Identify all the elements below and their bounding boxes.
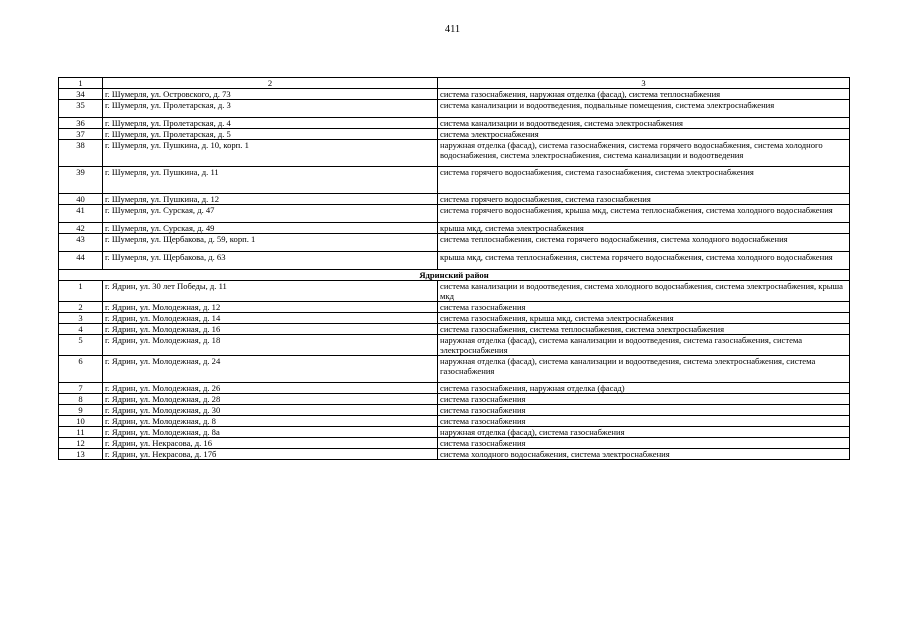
row-number-cell: 41 <box>59 205 103 223</box>
address-cell: г. Шумерля, ул. Пушкина, д. 12 <box>103 194 438 205</box>
address-cell: г. Шумерля, ул. Щербакова, д. 59, корп. 1 <box>103 234 438 252</box>
address-cell: г. Шумерля, ул. Пушкина, д. 10, корп. 1 <box>103 140 438 167</box>
systems-cell: система газоснабжения, наружная отделка (фасад), система теплоснабжения <box>438 89 850 100</box>
table-row <box>59 383 850 394</box>
systems-cell: система газоснабжения, система теплоснабжения, система электроснабжения <box>438 324 850 335</box>
address-cell: г. Ядрин, ул. Молодежная, д. 12 <box>103 302 438 313</box>
page-number: 411 <box>444 24 461 35</box>
systems-cell: наружная отделка (фасад), система газоснабжения, система горячего водоснабжения, система холодного водоснабжения, система электроснабжения, система канализации и водоотведения <box>438 140 850 167</box>
address-cell: г. Ядрин, ул. Молодежная, д. 30 <box>103 405 438 416</box>
table-row <box>59 394 850 405</box>
table-row <box>59 252 850 270</box>
systems-cell: система газоснабжения, крыша мкд, система электроснабжения <box>438 313 850 324</box>
systems-cell: система газоснабжения, наружная отделка (фасад) <box>438 383 850 394</box>
row-number-cell: 2 <box>59 302 103 313</box>
address-cell: г. Ядрин, ул. Некрасова, д. 17б <box>103 449 438 460</box>
systems-cell: система газоснабжения <box>438 302 850 313</box>
table-row <box>59 205 850 223</box>
table-row <box>59 194 850 205</box>
address-cell: г. Ядрин, ул. Молодежная, д. 8а <box>103 427 438 438</box>
row-number-cell: 40 <box>59 194 103 205</box>
row-number-cell: 44 <box>59 252 103 270</box>
systems-cell: система газоснабжения <box>438 416 850 427</box>
table-row <box>59 356 850 383</box>
address-cell: г. Ядрин, ул. Молодежная, д. 28 <box>103 394 438 405</box>
systems-cell: система канализации и водоотведения, подвальные помещения, система электроснабжения <box>438 100 850 118</box>
systems-cell: система горячего водоснабжения, крыша мкд, система теплоснабжения, система холодного водоснабжения <box>438 205 850 223</box>
table-row <box>59 335 850 356</box>
row-number-cell: 11 <box>59 427 103 438</box>
systems-cell: система канализации и водоотведения, система холодного водоснабжения, система электроснабжения, крыша мкд <box>438 281 850 302</box>
table-row <box>59 223 850 234</box>
header-col-2: 2 <box>103 78 438 89</box>
row-number-cell: 42 <box>59 223 103 234</box>
systems-cell: крыша мкд, система электроснабжения <box>438 223 850 234</box>
row-number-cell: 13 <box>59 449 103 460</box>
systems-cell: система канализации и водоотведения, система электроснабжения <box>438 118 850 129</box>
row-number-cell: 4 <box>59 324 103 335</box>
address-cell: г. Ядрин, ул. Некрасова, д. 16 <box>103 438 438 449</box>
row-number-cell: 1 <box>59 281 103 302</box>
address-cell: г. Шумерля, ул. Пушкина, д. 11 <box>103 167 438 194</box>
table-row <box>59 167 850 194</box>
header-col-3: 3 <box>438 78 850 89</box>
row-number-cell: 5 <box>59 335 103 356</box>
row-number-cell: 10 <box>59 416 103 427</box>
row-number-cell: 7 <box>59 383 103 394</box>
address-cell: г. Ядрин, ул. Молодежная, д. 26 <box>103 383 438 394</box>
buildings-table <box>58 77 850 460</box>
address-cell: г. Ядрин, ул. Молодежная, д. 24 <box>103 356 438 383</box>
row-number-cell: 12 <box>59 438 103 449</box>
table-row <box>59 449 850 460</box>
address-cell: г. Ядрин, ул. Молодежная, д. 8 <box>103 416 438 427</box>
row-number-cell: 8 <box>59 394 103 405</box>
row-number-cell: 36 <box>59 118 103 129</box>
address-cell: г. Шумерля, ул. Сурская, д. 49 <box>103 223 438 234</box>
address-cell: г. Шумерля, ул. Пролетарская, д. 4 <box>103 118 438 129</box>
table-row <box>59 89 850 100</box>
row-number-cell: 35 <box>59 100 103 118</box>
systems-cell: система газоснабжения <box>438 394 850 405</box>
systems-cell: система газоснабжения <box>438 438 850 449</box>
table-row <box>59 140 850 167</box>
systems-cell: наружная отделка (фасад), система канализации и водоотведения, система электроснабжения, система газоснабжения <box>438 356 850 383</box>
address-cell: г. Шумерля, ул. Пролетарская, д. 3 <box>103 100 438 118</box>
row-number-cell: 34 <box>59 89 103 100</box>
table-row <box>59 313 850 324</box>
row-number-cell: 43 <box>59 234 103 252</box>
address-cell: г. Шумерля, ул. Островского, д. 73 <box>103 89 438 100</box>
systems-cell: крыша мкд, система теплоснабжения, система горячего водоснабжения, система холодного водоснабжения <box>438 252 850 270</box>
section-row <box>59 270 850 281</box>
table-row <box>59 405 850 416</box>
section-title: Ядринский район <box>59 270 850 281</box>
systems-cell: наружная отделка (фасад), система газоснабжения <box>438 427 850 438</box>
systems-cell: система электроснабжения <box>438 129 850 140</box>
systems-cell: система горячего водоснабжения, система газоснабжения, система электроснабжения <box>438 167 850 194</box>
address-cell: г. Ядрин, ул. Молодежная, д. 18 <box>103 335 438 356</box>
header-col-1: 1 <box>59 78 103 89</box>
table-row <box>59 234 850 252</box>
address-cell: г. Ядрин, ул. Молодежная, д. 14 <box>103 313 438 324</box>
table-row <box>59 302 850 313</box>
header-row <box>59 78 850 89</box>
systems-cell: система газоснабжения <box>438 405 850 416</box>
row-number-cell: 38 <box>59 140 103 167</box>
row-number-cell: 6 <box>59 356 103 383</box>
row-number-cell: 9 <box>59 405 103 416</box>
table-row <box>59 427 850 438</box>
systems-cell: система теплоснабжения, система горячего водоснабжения, система холодного водоснабжения <box>438 234 850 252</box>
address-cell: г. Ядрин, ул. 30 лет Победы, д. 11 <box>103 281 438 302</box>
address-cell: г. Шумерля, ул. Сурская, д. 47 <box>103 205 438 223</box>
table-row <box>59 118 850 129</box>
address-cell: г. Ядрин, ул. Молодежная, д. 16 <box>103 324 438 335</box>
table-row <box>59 416 850 427</box>
address-cell: г. Шумерля, ул. Пролетарская, д. 5 <box>103 129 438 140</box>
table-row <box>59 100 850 118</box>
row-number-cell: 39 <box>59 167 103 194</box>
row-number-cell: 37 <box>59 129 103 140</box>
address-cell: г. Шумерля, ул. Щербакова, д. 63 <box>103 252 438 270</box>
table-row <box>59 129 850 140</box>
table-row <box>59 281 850 302</box>
table-row <box>59 324 850 335</box>
systems-cell: система холодного водоснабжения, система электроснабжения <box>438 449 850 460</box>
systems-cell: система горячего водоснабжения, система газоснабжения <box>438 194 850 205</box>
systems-cell: наружная отделка (фасад), система канализации и водоотведения, система газоснабжения, система электроснабжения <box>438 335 850 356</box>
table-row <box>59 438 850 449</box>
row-number-cell: 3 <box>59 313 103 324</box>
